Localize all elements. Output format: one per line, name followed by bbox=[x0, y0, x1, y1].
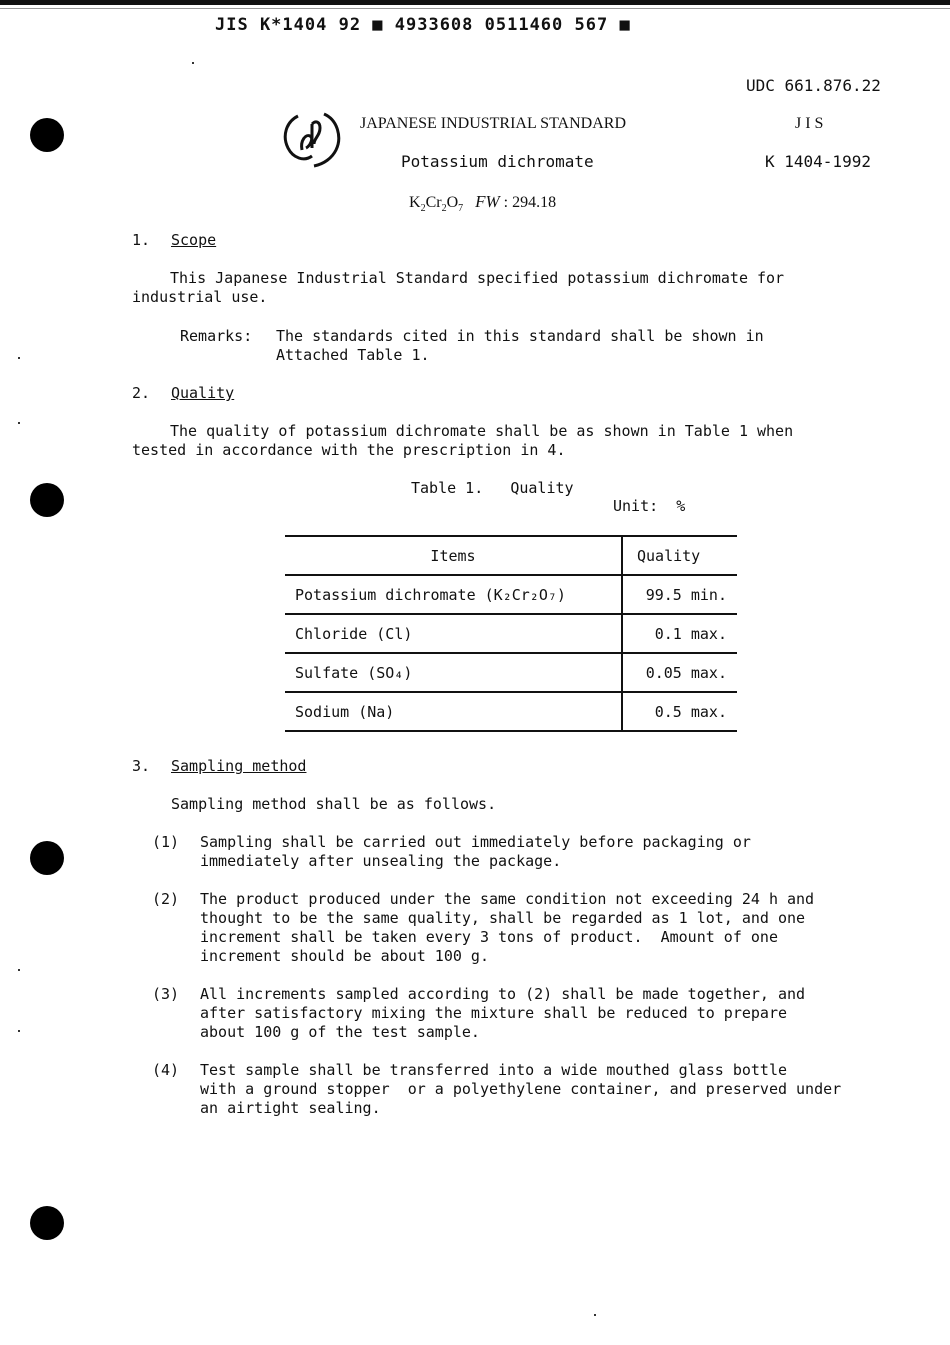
list-item-text: The product produced under the same condition not exceeding 24 h and thought to be the same quality, shall be regarded as 1 lot, and one increment shall be taken every 3 tons of product. Amount of one increment should be about 100 g. bbox=[200, 890, 815, 965]
section-1-title: Scope bbox=[171, 231, 217, 249]
list-item-number: (2) bbox=[152, 890, 180, 908]
list-item-number: (1) bbox=[152, 833, 180, 851]
list-item-text: Sampling shall be carried out immediately before packaging or immediately after unsealing the package. bbox=[200, 833, 751, 870]
row-quality: 0.1 max. bbox=[622, 614, 737, 653]
document-title: Potassium dichromate bbox=[401, 152, 594, 171]
row-quality: 99.5 min. bbox=[622, 575, 737, 614]
list-item-text: All increments sampled according to (2) shall be made together, and after satisfactory mixing the mixture shall be reduced to prepare about 100 g of the test sample. bbox=[200, 985, 806, 1041]
row-quality: 0.05 max. bbox=[622, 653, 737, 692]
binder-hole bbox=[30, 841, 64, 875]
section-1-text: This Japanese Industrial Standard specified potassium dichromate for industrial use. bbox=[132, 269, 785, 306]
list-item-number: (4) bbox=[152, 1061, 180, 1079]
scan-speck bbox=[18, 969, 20, 971]
list-item-text: Test sample shall be transferred into a wide mouthed glass bottle with a ground stopper or a polyethylene container, and preserved under an airtight sealing. bbox=[200, 1061, 842, 1117]
scan-speck bbox=[18, 357, 20, 359]
header-items: Items bbox=[285, 536, 622, 575]
section-2-title: Quality bbox=[171, 384, 235, 402]
table-header-row bbox=[285, 536, 737, 575]
header-quality: Quality bbox=[622, 536, 737, 575]
udc-number: UDC 661.876.22 bbox=[746, 76, 881, 95]
binder-hole bbox=[30, 1206, 64, 1240]
formula-k: K bbox=[409, 194, 421, 211]
chemical-formula bbox=[409, 192, 556, 214]
formula-o: O bbox=[446, 194, 459, 211]
table-caption: Table 1. Quality bbox=[411, 479, 574, 497]
section-1-number: 1. bbox=[132, 231, 151, 249]
top-border bbox=[0, 0, 950, 5]
formula-k-sub: 2 bbox=[420, 203, 426, 215]
scan-speck bbox=[18, 1030, 20, 1032]
section-3-title: Sampling method bbox=[171, 757, 307, 775]
table-row bbox=[285, 614, 737, 653]
row-quality: 0.5 max. bbox=[622, 692, 737, 731]
remarks-text: The standards cited in this standard shall be shown in Attached Table 1. bbox=[276, 327, 764, 364]
row-item: Chloride (Cl) bbox=[285, 614, 622, 653]
table-unit: Unit: % bbox=[613, 497, 686, 515]
table-row bbox=[285, 653, 737, 692]
row-item: Sulfate (SO₄) bbox=[285, 653, 622, 692]
standard-number: K 1404-1992 bbox=[765, 152, 871, 171]
scan-speck bbox=[18, 422, 20, 424]
formula-cr-sub: 2 bbox=[441, 203, 447, 215]
org-name: JAPANESE INDUSTRIAL STANDARD bbox=[360, 115, 626, 132]
table-row bbox=[285, 692, 737, 731]
row-item: Potassium dichromate (K₂Cr₂O₇) bbox=[285, 575, 622, 614]
row-item: Sodium (Na) bbox=[285, 692, 622, 731]
section-2-text: The quality of potassium dichromate shall be as shown in Table 1 when tested in accordance with the prescription in 4. bbox=[132, 422, 794, 459]
scan-speck bbox=[192, 62, 194, 64]
fw-label: FW bbox=[475, 192, 500, 211]
binder-hole bbox=[30, 483, 64, 517]
header-code: JIS K*1404 92 ■ 4933608 0511460 567 ■ bbox=[215, 15, 631, 35]
section-2-number: 2. bbox=[132, 384, 151, 402]
section-3-number: 3. bbox=[132, 757, 151, 775]
scan-speck bbox=[594, 1314, 596, 1316]
jis-logo-icon bbox=[280, 106, 344, 170]
list-item-number: (3) bbox=[152, 985, 180, 1003]
formula-cr: Cr bbox=[425, 194, 442, 211]
top-rule bbox=[0, 8, 950, 9]
table-row bbox=[285, 575, 737, 614]
section-3-intro: Sampling method shall be as follows. bbox=[171, 795, 497, 813]
quality-table bbox=[285, 535, 737, 732]
fw-value: : 294.18 bbox=[503, 194, 557, 211]
binder-hole bbox=[30, 118, 64, 152]
jis-mark: J I S bbox=[795, 115, 824, 132]
remarks-label: Remarks: bbox=[180, 327, 253, 345]
formula-o-sub: 7 bbox=[458, 203, 464, 215]
